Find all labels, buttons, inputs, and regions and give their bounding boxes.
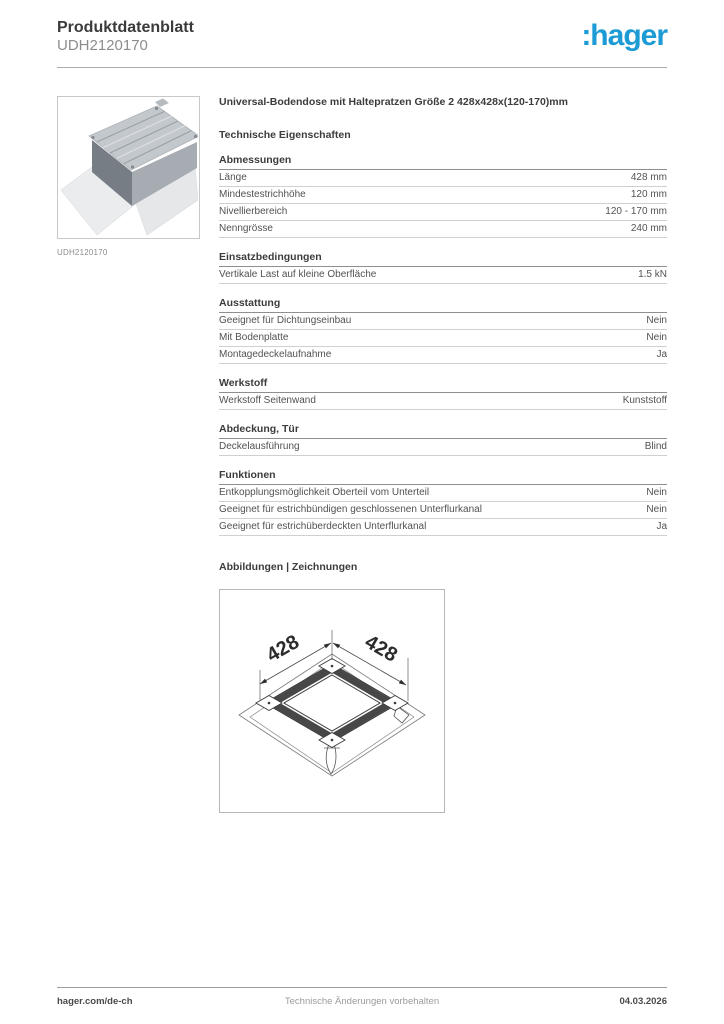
header-titles: [57, 18, 194, 55]
section-title: Funktionen: [219, 469, 667, 485]
section-title: Abdeckung, Tür: [219, 423, 667, 439]
spec-value: 1.5 kN: [638, 269, 667, 280]
section-title: Ausstattung: [219, 297, 667, 313]
spec-label: Mit Bodenplatte: [219, 332, 289, 343]
spec-value: 240 mm: [630, 223, 667, 234]
section-werkstoff: [219, 377, 667, 410]
table-row: [219, 187, 667, 204]
page-footer: [57, 987, 667, 1007]
spec-column: [219, 96, 667, 813]
spec-label: Werkstoff Seitenwand: [219, 395, 316, 406]
product-code: UDH2120170: [57, 37, 148, 54]
table-row: [219, 393, 667, 410]
table-row: [219, 313, 667, 330]
spec-value: Ja: [656, 349, 667, 360]
section-title: Abmessungen: [219, 154, 667, 170]
spec-label: Deckelausführung: [219, 441, 300, 452]
dimension-label-depth: 428: [361, 630, 401, 667]
spec-value: Nein: [646, 332, 667, 343]
table-row: [219, 347, 667, 364]
document-type-title: Produktdatenblatt: [57, 19, 194, 36]
spec-label: Geeignet für Dichtungseinbau: [219, 315, 352, 326]
footer-date: 04.03.2026: [619, 996, 667, 1007]
section-abdeckung-tuer: [219, 423, 667, 456]
table-row: [219, 170, 667, 187]
product-title: Universal-Bodendose mit Haltepratzen Größe 2 428x428x(120-170)mm: [219, 96, 568, 108]
section-abmessungen: [219, 154, 667, 238]
product-image-caption: UDH2120170: [57, 248, 108, 257]
spec-value: Blind: [644, 441, 667, 452]
technical-properties-heading: Technische Eigenschaften: [219, 129, 351, 141]
product-image-column: [57, 96, 202, 813]
table-row: [219, 439, 667, 456]
table-row: [219, 330, 667, 347]
spec-label: Geeignet für estrichbündigen geschlossenen Unterflurkanal: [219, 504, 482, 515]
spec-label: Geeignet für estrichüberdeckten Unterflurkanal: [219, 521, 427, 532]
spec-label: Vertikale Last auf kleine Oberfläche: [219, 269, 377, 280]
spec-label: Länge: [219, 172, 247, 183]
section-title: Werkstoff: [219, 377, 667, 393]
spec-value: Kunststoff: [622, 395, 667, 406]
section-funktionen: [219, 469, 667, 536]
footer-website-link[interactable]: hager.com/de-ch: [57, 996, 133, 1007]
technical-drawing-frame: [219, 589, 445, 813]
main-content: [57, 96, 667, 813]
spec-label: Nenngrösse: [219, 223, 273, 234]
table-row: [219, 221, 667, 238]
spec-value: 120 - 170 mm: [605, 206, 667, 217]
table-row: [219, 485, 667, 502]
spec-label: Entkopplungsmöglichkeit Oberteil vom Unterteil: [219, 487, 430, 498]
table-row: [219, 519, 667, 536]
technical-drawing: [220, 590, 444, 812]
table-row: [219, 267, 667, 284]
table-row: [219, 502, 667, 519]
spec-label: Montagedeckelaufnahme: [219, 349, 332, 360]
spec-value: Nein: [646, 315, 667, 326]
footer-disclaimer: Technische Änderungen vorbehalten: [284, 996, 440, 1007]
section-ausstattung: [219, 297, 667, 364]
spec-value: Ja: [656, 521, 667, 532]
spec-label: Mindestestrichhöhe: [219, 189, 306, 200]
table-row: [219, 204, 667, 221]
spec-value: Nein: [646, 487, 667, 498]
figures-heading: Abbildungen | Zeichnungen: [219, 561, 358, 573]
section-einsatzbedingungen: [219, 251, 667, 284]
spec-value: 120 mm: [630, 189, 667, 200]
spec-value: 428 mm: [630, 172, 667, 183]
section-title: Einsatzbedingungen: [219, 251, 667, 267]
hager-logo: :hager: [581, 19, 667, 52]
product-photo: [59, 98, 198, 237]
dimension-label-width: 428: [263, 630, 303, 667]
product-image-frame: [57, 96, 200, 239]
spec-value: Nein: [646, 504, 667, 515]
spec-label: Nivellierbereich: [219, 206, 288, 217]
page-header: [57, 0, 667, 68]
